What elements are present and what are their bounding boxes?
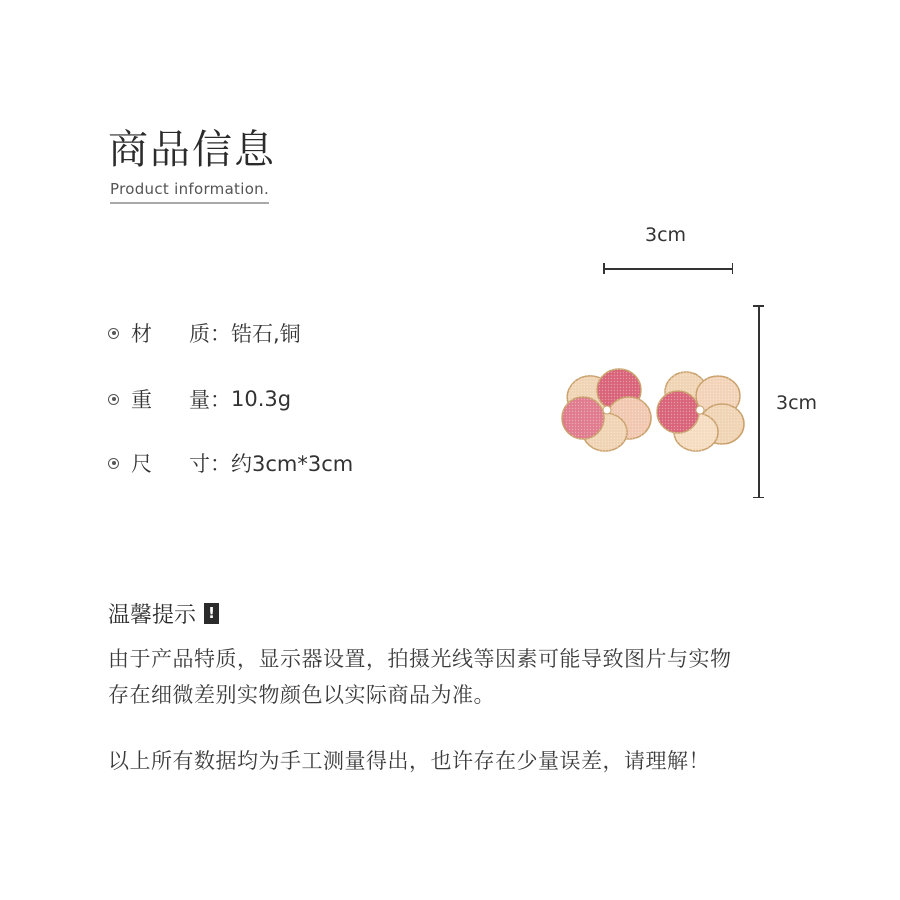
bullet-icon <box>108 394 119 405</box>
spec-label-char2: 量： <box>189 388 231 412</box>
height-dimension-label: 3cm <box>776 392 818 414</box>
notice-title <box>108 598 219 629</box>
flower-earrings-image <box>560 360 750 460</box>
height-dimension-line <box>758 305 760 498</box>
spec-label-char1: 重 <box>131 388 152 412</box>
notice-paragraph-1 <box>108 641 808 713</box>
page-subtitle: Product information. <box>110 180 269 204</box>
notice-line: 存在细微差别实物颜色以实际商品为准。 <box>108 683 495 707</box>
notice-line: 由于产品特质，显示器设置，拍摄光线等因素可能导致图片与实物 <box>108 647 732 671</box>
spec-label-char2: 寸： <box>189 452 231 476</box>
spec-row-weight <box>108 384 291 414</box>
spec-label-char2: 质： <box>189 322 231 346</box>
bullet-icon <box>108 458 119 469</box>
notice-title-text: 温馨提示 <box>108 603 197 628</box>
spec-label-char1: 材 <box>131 322 152 346</box>
spec-label-char1: 尺 <box>131 452 152 476</box>
page-title: 商品信息 <box>108 127 276 173</box>
spec-row-size <box>108 448 353 478</box>
right-earring <box>656 366 744 454</box>
spec-value: 约3cm*3cm <box>231 452 354 476</box>
width-dimension-label: 3cm <box>645 224 687 246</box>
width-dimension-line <box>603 268 733 270</box>
spec-row-material <box>108 318 301 348</box>
exclamation-icon: ! <box>204 603 219 624</box>
notice-paragraph-2: 以上所有数据均为手工测量得出，也许存在少量误差，请理解！ <box>108 749 710 773</box>
bullet-icon <box>108 328 119 339</box>
spec-value: 锆石,铜 <box>231 322 301 346</box>
left-earring <box>561 366 651 454</box>
spec-value: 10.3g <box>231 387 292 411</box>
